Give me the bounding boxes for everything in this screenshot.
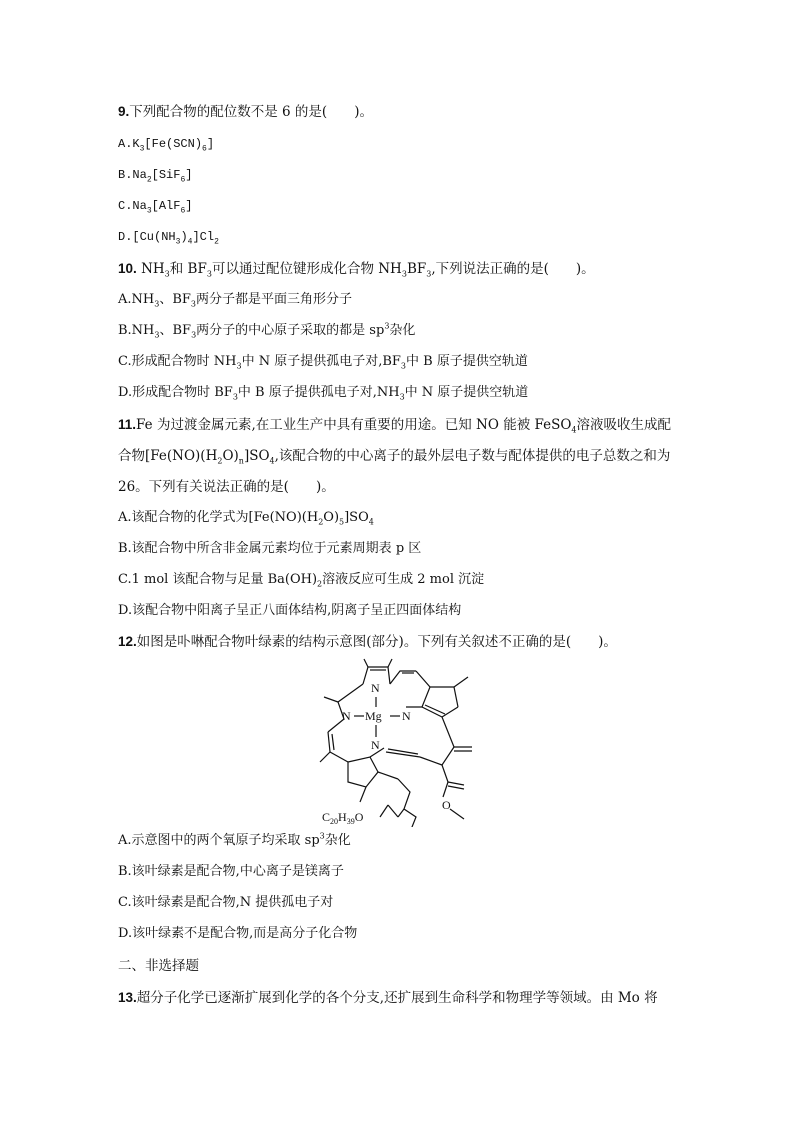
phytyl-chain-label: $C_{20}H_{39}O$ (322, 810, 364, 826)
q12-option-c: C.该叶绿素是配合物,N 提供孤电子对 (118, 895, 334, 910)
q10-option-b: $B.NH_3$、$BF_3$两分子的中心原子采取的都是 $sp^3$杂化 (118, 321, 416, 340)
nitrogen-bottom-label: N (371, 738, 380, 752)
question-11-line-1: 11.Fe 为过渡金属元素,在工业生产中具有重要的用途。已知 NO 能被 FeSO$_4$溶液吸收生成配 (118, 417, 672, 435)
q11-option-d: D.该配合物中阳离子呈正八面体结构,阴离子呈正四面体结构 (118, 603, 462, 618)
q12-option-b: B.该叶绿素是配合物,中心离子是镁离子 (118, 864, 344, 879)
question-11-line-2: 合物$[Fe(NO)(H_2O)_n]SO_4$,该配合物的中心离子的最外层电子数与配体提供的电子总数之和为 (118, 448, 671, 466)
q11-option-b: B.该配合物中所含非金属元素均位于元素周期表 p 区 (118, 541, 422, 556)
magnesium-label: Mg (365, 709, 382, 723)
section-heading-non-choice: 二、非选择题 (118, 958, 199, 974)
chlorophyll-structure-diagram (318, 657, 478, 827)
q10-option-c: C.形成配合物时 $NH_3$中 N 原子提供孤电子对$,BF_3$中 B 原子提供空轨道 (118, 354, 528, 371)
nitrogen-right-label: N (402, 709, 411, 723)
question-9-text: 下列配合物的配位数不是 6 的是( )。 (129, 104, 373, 120)
q12-option-d: D.该叶绿素不是配合物,而是高分子化合物 (118, 926, 358, 941)
question-9-stem (118, 103, 373, 121)
question-10-number: 10. (118, 261, 137, 276)
question-11-number: 11. (118, 417, 137, 432)
q10-option-a: $A.NH_3$、$BF_3$两分子都是平面三角形分子 (118, 292, 353, 309)
q10-option-d: D.形成配合物时 $BF_3$中 B 原子提供孤电子对$,NH_3$中 N 原子提供空轨道 (118, 385, 529, 402)
oxygen-label: O (442, 798, 451, 812)
nitrogen-top-label: N (371, 681, 380, 695)
question-13-stem: 13.超分子化学已逐渐扩展到化学的各个分支,还扩展到生命科学和物理学等领域。由 Mo 将 (118, 990, 658, 1006)
chlorophyll-structure-figure (318, 657, 478, 827)
question-10-stem: 10. $NH_3$和 $BF_3$可以通过配位键形成化合物 $NH_3BF_3$,下列说法正确的是( )。 (118, 261, 595, 279)
q9-option-b: $B.Na_2[SiF_6]$ (118, 168, 193, 185)
q11-option-c: C.1 mol 该配合物与足量 $Ba(OH)_2$溶液反应可生成 2 mol 沉淀 (118, 572, 485, 589)
question-12-number: 12. (118, 634, 137, 649)
question-9-number: 9. (118, 104, 130, 119)
q9-option-d: $D.[Cu(NH_3)_4]Cl_2$ (118, 230, 219, 247)
q11-option-a: A.该配合物的化学式为$[Fe(NO)(H_2O)_5]SO_4$ (118, 510, 374, 527)
question-13-number: 13. (118, 990, 137, 1005)
nitrogen-left-label: N (342, 709, 351, 723)
q9-option-a: $A.K_3[Fe(SCN)_6]$ (118, 137, 215, 154)
question-11-line-3: 26。下列有关说法正确的是( )。 (118, 479, 335, 495)
question-12-stem: 12.如图是卟啉配合物叶绿素的结构示意图(部分)。下列有关叙述不正确的是( )。 (118, 634, 617, 650)
q12-option-a: A.示意图中的两个氧原子均采取 $sp^3$杂化 (118, 831, 351, 848)
q9-option-c: $C.Na_3[AlF_6]$ (118, 199, 193, 216)
